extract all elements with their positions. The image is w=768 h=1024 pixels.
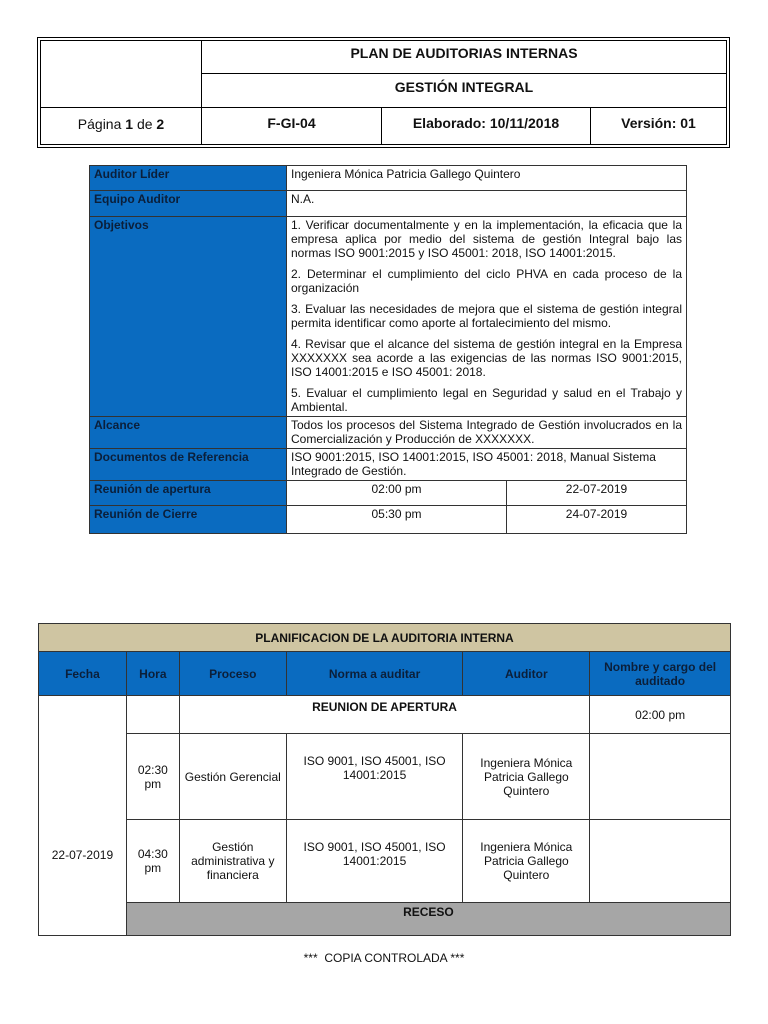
auditado-cell bbox=[590, 734, 731, 820]
document-version: Versión: 01 bbox=[621, 114, 696, 131]
reunion-apertura-label: Reunión de apertura bbox=[90, 481, 287, 506]
documentos-label: Documentos de Referencia bbox=[90, 449, 287, 481]
fecha-cell: 22-07-2019 bbox=[39, 696, 127, 936]
header-inner-frame bbox=[40, 40, 727, 145]
reunion-apertura-cell: REUNION DE APERTURA bbox=[179, 696, 589, 734]
objetivo-item: 1. Verificar documentalmente y en la implementación, la eficacia que la empresa aplica por medio del sistema de gestión Integral bajo las normas ISO 9001:2015 y ISO 45001: 2018, ISO 14001:2015. bbox=[291, 218, 682, 260]
column-header-fecha: Fecha bbox=[39, 652, 127, 696]
audit-info-table bbox=[89, 165, 687, 534]
reunion-apertura-hora: 02:00 pm bbox=[287, 481, 507, 506]
page-total: 2 bbox=[156, 115, 165, 132]
documentos-value: ISO 9001:2015, ISO 14001:2015, ISO 45001: 2018, Manual Sistema Integrado de Gestión. bbox=[287, 449, 687, 481]
column-header-proceso: Proceso bbox=[179, 652, 286, 696]
info-row-objetivos bbox=[90, 217, 687, 417]
objetivo-item: 4. Revisar que el alcance del sistema de gestión integral en la Empresa XXXXXXX sea acorde a las exigencias de las normas ISO 9001:2015, ISO 14001:2015 e ISO 45001: 2018. bbox=[291, 337, 682, 379]
proceso-cell: Gestión Gerencial bbox=[179, 734, 286, 820]
elaborated-date: Elaborado: 10/11/2018 bbox=[412, 114, 560, 131]
info-row-equipo bbox=[90, 191, 687, 217]
column-header-auditor: Auditor bbox=[463, 652, 590, 696]
page-number bbox=[41, 108, 201, 139]
controlled-copy-footer: *** COPIA CONTROLADA *** bbox=[303, 951, 465, 965]
auditor-lider-label: Auditor Líder bbox=[90, 166, 287, 191]
reunion-cierre-fecha: 24-07-2019 bbox=[507, 506, 687, 534]
planning-title-row bbox=[39, 624, 731, 652]
objetivo-item: 3. Evaluar las necesidades de mejora que el sistema de gestión integral permita identificar como aporte al fortalecimiento del mismo. bbox=[291, 302, 682, 330]
table-row bbox=[39, 820, 731, 903]
info-row-auditor-lider bbox=[90, 166, 687, 191]
planning-header-row bbox=[39, 652, 731, 696]
auditor-cell: Ingeniera Mónica Patricia Gallego Quintero bbox=[463, 820, 590, 903]
hora-cell: 04:30 pm bbox=[126, 820, 179, 903]
objetivo-item: 2. Determinar el cumplimiento del ciclo PHVA en cada proceso de la organización bbox=[291, 267, 682, 295]
info-row-documentos bbox=[90, 449, 687, 481]
auditor-cell: Ingeniera Mónica Patricia Gallego Quintero bbox=[463, 734, 590, 820]
reunion-cierre-label: Reunión de Cierre bbox=[90, 506, 287, 534]
alcance-label: Alcance bbox=[90, 417, 287, 449]
audit-planning-table bbox=[38, 623, 731, 936]
auditor-lider-value: Ingeniera Mónica Patricia Gallego Quintero bbox=[287, 166, 687, 191]
apertura-time-cell: 02:00 pm bbox=[590, 696, 731, 734]
document-header bbox=[37, 37, 730, 148]
equipo-auditor-label: Equipo Auditor bbox=[90, 191, 287, 217]
document-subtitle: GESTIÓN INTEGRAL bbox=[394, 79, 534, 95]
alcance-value: Todos los procesos del Sistema Integrado de Gestión involucrados en la Comercialización y Producción de XXXXXXX. bbox=[287, 417, 687, 449]
planning-title: PLANIFICACION DE LA AUDITORIA INTERNA bbox=[39, 624, 731, 652]
page-current: 1 bbox=[125, 115, 134, 132]
column-header-hora: Hora bbox=[126, 652, 179, 696]
page-prefix: Página bbox=[77, 115, 126, 132]
objetivos-value bbox=[287, 217, 687, 417]
hora-cell: 02:30 pm bbox=[126, 734, 179, 820]
document-code: F-GI-04 bbox=[267, 114, 316, 131]
proceso-cell: Gestión administrativa y financiera bbox=[179, 820, 286, 903]
column-header-norma: Norma a auditar bbox=[286, 652, 463, 696]
table-row bbox=[39, 734, 731, 820]
objetivos-label: Objetivos bbox=[90, 217, 287, 417]
norma-cell: ISO 9001, ISO 45001, ISO 14001:2015 bbox=[286, 820, 463, 903]
document-title: PLAN DE AUDITORIAS INTERNAS bbox=[350, 45, 578, 61]
info-row-apertura bbox=[90, 481, 687, 506]
column-header-auditado: Nombre y cargo del auditado bbox=[590, 652, 731, 696]
objetivo-item: 5. Evaluar el cumplimiento legal en Seguridad y salud en el Trabajo y Ambiental. bbox=[291, 386, 682, 414]
hora-cell bbox=[126, 696, 179, 734]
auditado-cell bbox=[590, 820, 731, 903]
table-row bbox=[39, 696, 731, 734]
reunion-cierre-hora: 05:30 pm bbox=[287, 506, 507, 534]
equipo-auditor-value: N.A. bbox=[287, 191, 687, 217]
receso-row bbox=[39, 903, 731, 936]
info-row-cierre bbox=[90, 506, 687, 534]
norma-cell: ISO 9001, ISO 45001, ISO 14001:2015 bbox=[286, 734, 463, 820]
reunion-apertura-fecha: 22-07-2019 bbox=[507, 481, 687, 506]
page-separator: de bbox=[133, 115, 157, 132]
receso-cell: RECESO bbox=[126, 903, 730, 936]
info-row-alcance bbox=[90, 417, 687, 449]
